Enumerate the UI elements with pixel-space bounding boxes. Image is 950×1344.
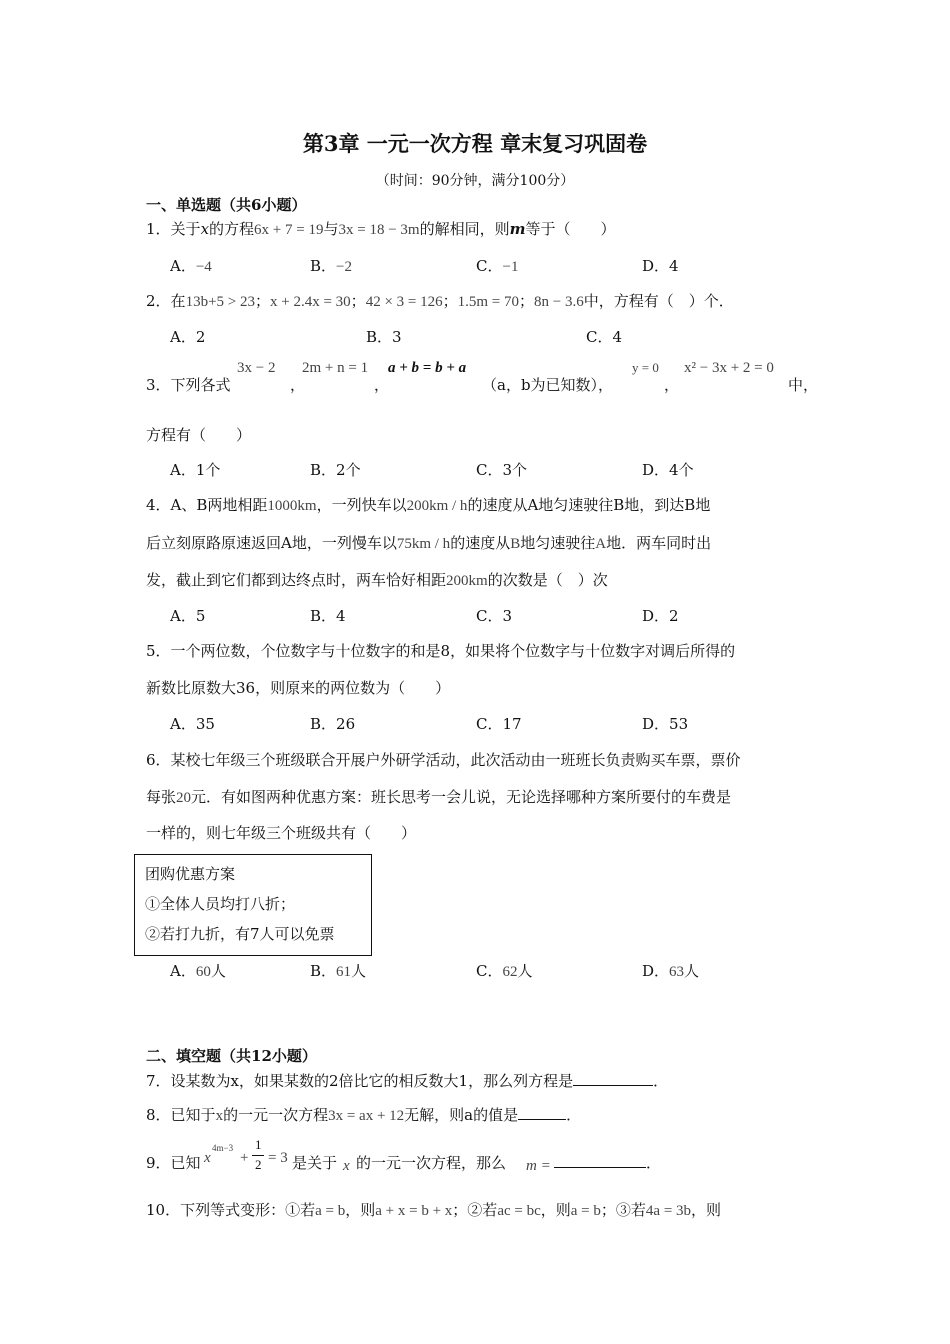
q-frac-den: 2 bbox=[255, 1157, 262, 1172]
q-text: ． bbox=[566, 1106, 582, 1124]
option-value: −2 bbox=[336, 259, 352, 275]
q-text: 发，截止到它们都到达终点时，两车恰好相距 bbox=[146, 571, 447, 589]
option-a[interactable]: A．5 bbox=[170, 607, 206, 625]
option-b[interactable]: B．3 bbox=[366, 328, 402, 346]
q-math: B bbox=[510, 536, 521, 552]
q-number: 10． bbox=[146, 1201, 181, 1219]
option-d[interactable]: D．2 bbox=[642, 607, 679, 625]
option-label: A． bbox=[170, 257, 196, 275]
q-number: 6． bbox=[146, 751, 171, 769]
q-text: ；③若 bbox=[600, 1201, 646, 1219]
q-math: x bbox=[215, 1108, 224, 1124]
option-value: 4 bbox=[669, 257, 679, 275]
q-text: 地．两车同时出 bbox=[606, 534, 712, 552]
q-text: A、B两地相距 bbox=[170, 496, 268, 514]
option-unit: 人 bbox=[351, 962, 367, 980]
option-a[interactable]: A．35 bbox=[170, 715, 215, 733]
q-text: 后立刻原路原速返回A地，一列慢车以 bbox=[146, 534, 397, 552]
answer-blank[interactable] bbox=[554, 1153, 646, 1168]
q-text: 的次数是（ ）次 bbox=[487, 571, 608, 589]
q-math: m = bbox=[526, 1158, 551, 1174]
q-math: 20 bbox=[176, 790, 192, 806]
q-text: 下列各式 bbox=[170, 376, 231, 394]
q-sep: ； bbox=[442, 292, 458, 310]
option-label: C． bbox=[476, 962, 503, 980]
q-text: 一个两位数，个位数字与十位数字的和是8，如果将个位数字与十位数字对调后所得的 bbox=[170, 642, 736, 660]
answer-blank[interactable] bbox=[573, 1071, 653, 1086]
q-math: 4a = 3b bbox=[645, 1203, 692, 1219]
q-math: 6x + 7 = 19 bbox=[254, 222, 324, 238]
q-math: 13b+5 > 23 bbox=[185, 294, 255, 310]
q-number: 5． bbox=[146, 642, 171, 660]
option-b[interactable]: B．4 bbox=[310, 607, 346, 625]
q-text: （a，b为已知数）， bbox=[482, 376, 614, 394]
q-text: ，则 bbox=[691, 1201, 722, 1219]
q-sep: ； bbox=[350, 292, 366, 310]
q-text: 设某数为x，如果某数的2倍比它的相反数大1，那么列方程是 bbox=[170, 1072, 574, 1090]
question-5-line-1 bbox=[146, 640, 735, 661]
option-value: 61 bbox=[336, 964, 352, 980]
option-value: −1 bbox=[502, 259, 519, 275]
section-heading-single-choice: 一、单选题（共6小题） bbox=[146, 196, 307, 214]
q-text: 地匀速驶往 bbox=[520, 534, 596, 552]
question-6-line-3: 一样的，则七年级三个班级共有（ ） bbox=[146, 824, 417, 842]
q-sep: ， bbox=[664, 376, 680, 394]
q-text: 的方程 bbox=[209, 220, 255, 238]
q-text: 的一元一次方程，那么 bbox=[356, 1154, 507, 1172]
section-heading-fill-in: 二、填空题（共12小题） bbox=[146, 1047, 317, 1065]
option-c[interactable]: C．17 bbox=[476, 715, 522, 733]
question-7 bbox=[146, 1070, 668, 1091]
q-text: 某校七年级三个班级联合开展户外研学活动，此次活动由一班班长负责购买车票，票价 bbox=[170, 751, 741, 769]
option-unit: 人 bbox=[684, 962, 700, 980]
q-math: 1000km bbox=[267, 498, 317, 514]
q-number: 7． bbox=[146, 1072, 171, 1090]
option-label: A． bbox=[170, 962, 196, 980]
q-math: 200km bbox=[446, 573, 488, 589]
q-text: ，则 bbox=[345, 1201, 376, 1219]
q-sep: ； bbox=[519, 292, 535, 310]
option-label: B． bbox=[310, 257, 337, 275]
q-math: 3x = ax + 12 bbox=[328, 1108, 405, 1124]
q-text: 关于 bbox=[170, 220, 201, 238]
q-math: x² − 3x + 2 = 0 bbox=[684, 360, 774, 376]
q-math: a + x = b + x bbox=[375, 1203, 453, 1219]
q-text: 等于（ ） bbox=[525, 220, 616, 238]
q-math: y = 0 bbox=[632, 360, 659, 375]
q-text: 中， bbox=[788, 376, 819, 394]
option-c[interactable]: C．4 bbox=[586, 328, 623, 346]
q-number: 4． bbox=[146, 496, 171, 514]
q-text: ． bbox=[646, 1154, 662, 1172]
q-math: x bbox=[343, 1158, 350, 1174]
option-b[interactable]: B．26 bbox=[310, 715, 356, 733]
discount-plan-box bbox=[134, 854, 372, 956]
question-4-line-1 bbox=[146, 494, 710, 515]
q-math: x bbox=[204, 1150, 211, 1166]
q-math: A bbox=[595, 536, 607, 552]
q-math-sup: 4m−3 bbox=[212, 1143, 234, 1153]
option-d[interactable]: D．4个 bbox=[642, 461, 694, 479]
q-text: 已知 bbox=[170, 1154, 201, 1172]
q-text: 无解，则a的值是 bbox=[404, 1106, 519, 1124]
option-c[interactable] bbox=[476, 255, 518, 276]
option-d[interactable]: D．53 bbox=[642, 715, 689, 733]
question-3-label bbox=[146, 374, 231, 395]
q-math: 200km / h bbox=[406, 498, 468, 514]
option-value: 63 bbox=[669, 964, 685, 980]
option-label: B． bbox=[310, 962, 337, 980]
question-6-line-2 bbox=[146, 786, 731, 807]
q-text: ，则 bbox=[540, 1201, 571, 1219]
q-number: 2． bbox=[146, 292, 171, 310]
option-label: C． bbox=[476, 257, 503, 275]
q-text: 下列等式变形：①若 bbox=[180, 1201, 316, 1219]
option-a[interactable] bbox=[170, 255, 212, 276]
q-math: a = b bbox=[315, 1203, 346, 1219]
q-math: = 3 bbox=[268, 1150, 288, 1166]
q-math: a + b = b + a bbox=[388, 360, 467, 376]
q-text: 中，方程有（ ）个． bbox=[583, 292, 734, 310]
q-sep: ， bbox=[290, 376, 306, 394]
q-math: 3x = 18 − 3m bbox=[338, 222, 420, 238]
q-math: ac = bc bbox=[497, 1203, 541, 1219]
q-number: 9． bbox=[146, 1154, 171, 1172]
q-text: ；②若 bbox=[452, 1201, 498, 1219]
question-4-line-2 bbox=[146, 532, 711, 553]
option-d[interactable] bbox=[642, 960, 699, 981]
q-math: 75km / h bbox=[396, 536, 451, 552]
page-title: 第3章 一元一次方程 章末复习巩固卷 bbox=[302, 131, 648, 156]
option-c[interactable]: C．3 bbox=[476, 607, 513, 625]
option-label: D． bbox=[642, 962, 670, 980]
option-b[interactable] bbox=[310, 255, 352, 276]
option-c[interactable] bbox=[476, 960, 533, 981]
q-math: 3x − 2 bbox=[237, 360, 276, 376]
answer-blank[interactable] bbox=[518, 1105, 566, 1120]
q-number: 1． bbox=[146, 220, 171, 238]
q-sep: ， bbox=[374, 376, 390, 394]
question-10 bbox=[146, 1199, 721, 1220]
q-text: 元．有如图两种优惠方案：班长思考一会儿说，无论选择哪种方案所要付的车费是 bbox=[191, 788, 732, 806]
q-math: a = b bbox=[570, 1203, 601, 1219]
q-text: 的解相同，则 bbox=[419, 220, 510, 238]
q-math: x + 2.4x = 30 bbox=[270, 294, 351, 310]
q-math: + bbox=[240, 1150, 249, 1166]
q-text: ． bbox=[653, 1072, 669, 1090]
option-value: 62 bbox=[502, 964, 518, 980]
q-number: 3． bbox=[146, 376, 171, 394]
option-c[interactable]: C．3个 bbox=[476, 461, 528, 479]
box-plan-2: ②若打九折，有7人可以免票 bbox=[145, 925, 335, 943]
question-4-line-3 bbox=[146, 569, 608, 590]
q-var: m bbox=[509, 220, 526, 238]
option-unit: 人 bbox=[210, 962, 226, 980]
q-sep: ； bbox=[254, 292, 270, 310]
question-6-line-1 bbox=[146, 749, 741, 770]
question-8 bbox=[146, 1104, 581, 1125]
q9-answer bbox=[554, 1152, 661, 1173]
question-5-line-2: 新数比原数大36，则原来的两位数为（ ） bbox=[146, 679, 451, 697]
q-number: 8． bbox=[146, 1106, 171, 1124]
q-frac-bar bbox=[252, 1155, 264, 1156]
question-9-label bbox=[146, 1152, 201, 1173]
question-2 bbox=[146, 290, 734, 311]
option-value: 60 bbox=[195, 964, 211, 980]
q-text: 每张 bbox=[146, 788, 177, 806]
q-text: 已知于 bbox=[170, 1106, 216, 1124]
q-text: 方程有（ ） bbox=[146, 426, 252, 444]
q-math: 2m + n = 1 bbox=[302, 360, 369, 376]
option-label: D． bbox=[642, 257, 670, 275]
q-text: 的速度从A地匀速驶往B地，到达B地 bbox=[467, 496, 711, 514]
q-var: x bbox=[200, 220, 210, 238]
q-frac-num: 1 bbox=[255, 1137, 262, 1152]
q-text: 的速度从 bbox=[450, 534, 511, 552]
option-unit: 人 bbox=[517, 962, 533, 980]
option-value: −4 bbox=[195, 259, 212, 275]
box-title: 团购优惠方案 bbox=[145, 865, 236, 883]
exam-subtitle: （时间：90分钟，满分100分） bbox=[375, 173, 575, 189]
q-text: 的一元一次方程 bbox=[223, 1106, 329, 1124]
box-plan-1: ①全体人员均打八折； bbox=[145, 895, 296, 913]
q-text: ，一列快车以 bbox=[316, 496, 407, 514]
option-b[interactable] bbox=[310, 960, 366, 981]
question-1 bbox=[146, 218, 615, 239]
q-math: 42 × 3 = 126 bbox=[365, 294, 443, 310]
option-d[interactable] bbox=[642, 255, 679, 276]
q-math: 1.5m = 70 bbox=[457, 294, 520, 310]
q-text: 是关于 bbox=[292, 1154, 338, 1172]
q-math: 8n − 3.6 bbox=[534, 294, 584, 310]
option-a[interactable] bbox=[170, 960, 226, 981]
option-a[interactable]: A．2 bbox=[170, 328, 206, 346]
option-b[interactable]: B．2个 bbox=[310, 461, 361, 479]
q-text: 与 bbox=[323, 220, 339, 238]
q-text: 在 bbox=[170, 292, 186, 310]
option-a[interactable]: A．1个 bbox=[170, 461, 221, 479]
